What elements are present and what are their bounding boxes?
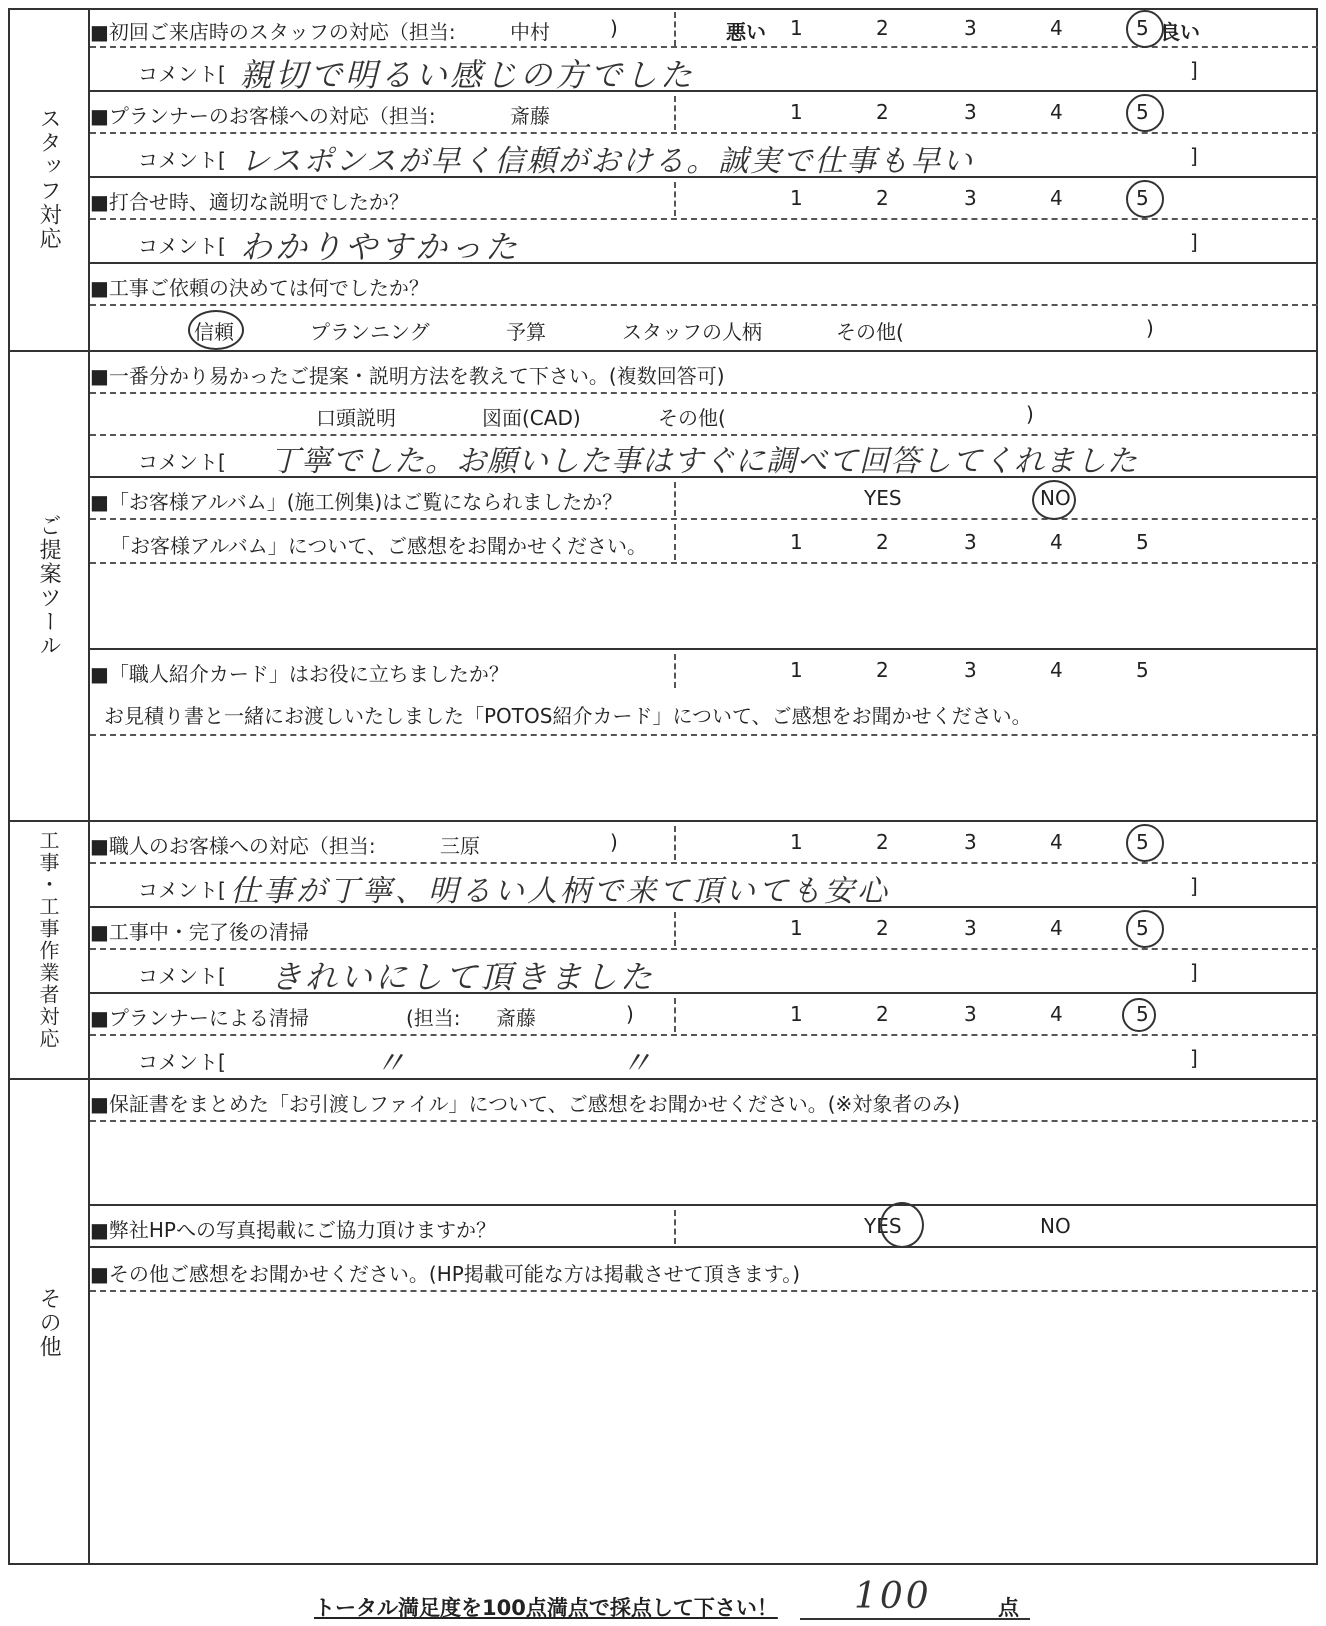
total-score-row (314, 1576, 1074, 1622)
section-label-proposal: ご提案ツール (8, 352, 90, 822)
section-label-construction: 工事・工事作業者対応 (8, 822, 90, 1080)
q12-answer-area (90, 1122, 1318, 1206)
q5-row: ■一番分かり易かったご提案・説明方法を教えて下さい。(複数回答可) (90, 352, 1318, 394)
q10-comment-row: コメント[ きれいにして頂きました ] (90, 950, 1318, 994)
q13-row: ■弊社HPへの写真掲載にご協力頂けますか？ YES NO (90, 1206, 1318, 1248)
q9-row: ■職人のお客様への対応（担当: 三原 ) 1 2 3 4 5 (90, 822, 1318, 864)
total-score-label: トータル満足度を100点満点で採点して下さい！ (314, 1596, 778, 1620)
answer-circle (1122, 998, 1156, 1032)
q10-row: ■工事中・完了後の清掃 1 2 3 4 5 (90, 908, 1318, 950)
q1-comment-row: コメント[ 親切で明るい感じの方でした ] (90, 48, 1318, 92)
q5-options-row: 口頭説明 図面(CAD) その他( ) (90, 394, 1318, 436)
q4-options-row: 信頼 プランニング 予算 スタッフの人柄 その他( ) (90, 306, 1318, 352)
section-label-staff: スタッフ対応 (8, 8, 90, 352)
q4-row: ■工事ご依頼の決めては何でしたか？ (90, 264, 1318, 306)
q11-row: ■プランナーによる清掃 (担当: 斎藤 ) 1 2 3 4 5 (90, 994, 1318, 1036)
answer-circle (1126, 94, 1164, 132)
q12-row: ■保証書をまとめた「お引渡しファイル」について、ご感想をお聞かせください。(※対象者のみ) (90, 1080, 1318, 1122)
score-underline (800, 1618, 1030, 1620)
answer-circle (880, 1202, 924, 1248)
q6-row: ■「お客様アルバム」(施工例集)はご覧になられましたか？ YES NO (90, 478, 1318, 520)
q7-row: 「お客様アルバム」について、ご感想をお聞かせください。 1 2 3 4 5 (90, 520, 1318, 564)
q11-comment-row: コメント[ 〃 〃 ] (90, 1036, 1318, 1080)
answer-circle (1126, 824, 1164, 862)
q9-comment-row: コメント[ 仕事が丁寧、明るい人柄で来て頂いても安心 ] (90, 864, 1318, 908)
q3-comment-row: コメント[ わかりやすかった ] (90, 220, 1318, 264)
q2-comment-row: コメント[ レスポンスが早く信頼がおける。誠実で仕事も早い ] (90, 134, 1318, 178)
answer-circle (188, 310, 244, 350)
q8-answer-area (90, 736, 1318, 822)
q8-sub-row: お見積り書と一緒にお渡しいたしました「POTOS紹介カード」について、ご感想をお聞かせください。 (90, 692, 1318, 736)
q7-answer-area (90, 564, 1318, 650)
q2-row: ■プランナーのお客様への対応（担当: 斎藤 1 2 3 4 5 (90, 92, 1318, 134)
q8-row: ■「職人紹介カード」はお役に立ちましたか？ 1 2 3 4 5 (90, 650, 1318, 692)
answer-circle (1126, 180, 1164, 218)
answer-circle (1126, 10, 1164, 48)
q14-answer-area (90, 1292, 1318, 1562)
total-score-unit: 点 (998, 1596, 1019, 1620)
answer-circle (1126, 910, 1164, 948)
section-label-other: その他 (8, 1080, 90, 1565)
q5-comment-row: コメント[ 丁寧でした。お願いした事はすぐに調べて回答してくれました (90, 436, 1318, 478)
answer-circle (1032, 480, 1076, 520)
q3-row: ■打合せ時、適切な説明でしたか？ 1 2 3 4 5 (90, 178, 1318, 220)
q1-row: ■初回ご来店時のスタッフの対応（担当: 中村 ) 悪い 1 2 3 4 5 良い (90, 8, 1318, 48)
total-score-value: 100 (854, 1576, 932, 1617)
q14-row: ■その他ご感想をお聞かせください。(HP掲載可能な方は掲載させて頂きます。) (90, 1248, 1318, 1292)
